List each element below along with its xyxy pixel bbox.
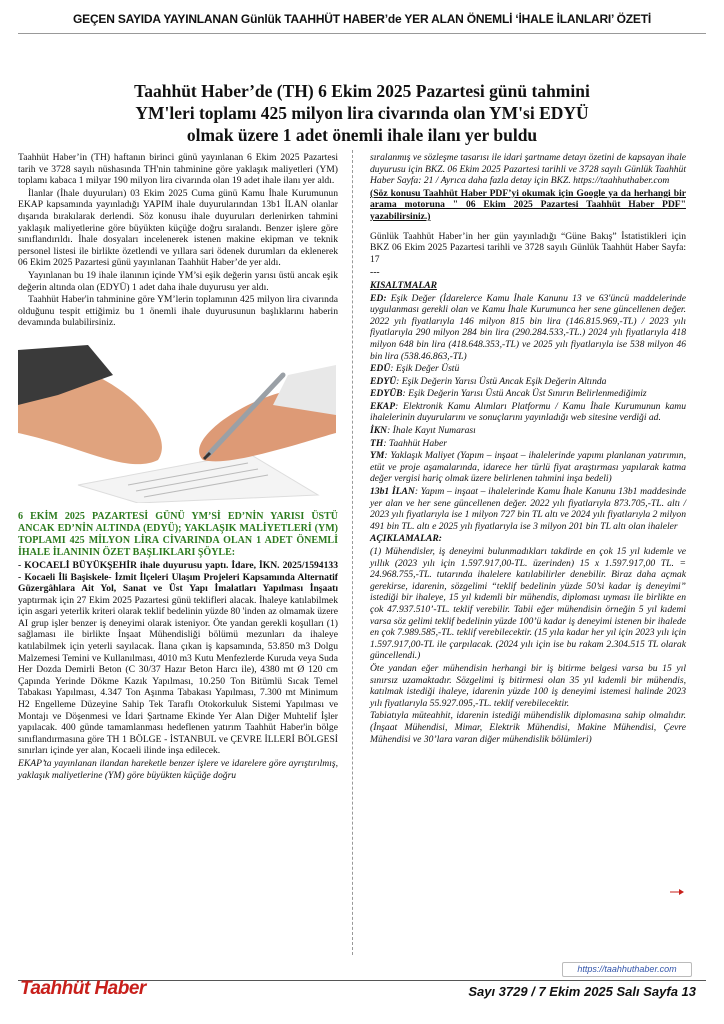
abbr-edu [370, 363, 686, 375]
abbr-edu-key: EDÜ [370, 363, 391, 375]
tender-item [18, 560, 338, 757]
explanation-2: Öte yandan eğer mühendisin herhangi bir iş bitirme belgesi varsa bu 15 yıl sınırsız uzamaktadır. Sözgelimi iş bitirmesi olan 35 yıl kıdemli bir mühendis, katılmak istediği ihaleye, idarenin yüzde 100 iş deneyimi istemesi halinde 2023 yılı fiyatlarıyla 55.927.095,-TL. teklif verebilecektir. [370, 662, 686, 709]
abbr-ym-text: : Yaklaşık Maliyet (Yapım – inşaat – ihalelerinde yapımı planlanan yatırımın, etüt ve proje aşamalarında, idarece her türlü fiyat araştırması yapılarak katma değer vergisi hariç olmak üzere belirlenen tahmini inşa bedeli) [370, 450, 686, 485]
abbr-13b1 [370, 486, 686, 532]
edyu-paragraph: Yayınlanan bu 19 ihale ilanının içinde YM’si eşik değerin yarısı üstü ancak eşik değerin altında olan (EDYÜ) 1 adet daha ihale duyurusu yer aldı. [18, 269, 338, 293]
abbr-ed [370, 293, 686, 363]
abbr-edyub-key: EDYÜB [370, 388, 403, 400]
abbr-ekap [370, 401, 686, 424]
reference-paragraph: sıralanmış ve sözleşme tasarısı ile idari şartname detayı özetini de kapsayan ihale duyurusu için BKZ. 06 Ekim 2025 Pazartesi tarihli ve 3728 sayılı Günlük Taahhüt Haber Sayfa: 21 / Ayrıca daha fazla detay için BKZ. https://taahhuthaber.com [370, 152, 686, 187]
page-info: Sayı 3729 / 7 Ekim 2025 Salı Sayfa 13 [468, 984, 696, 999]
abbr-edu-text: : Eşik Değer Üstü [390, 363, 460, 375]
abbr-edyu-key: EDYÜ [370, 375, 397, 387]
explanation-3: Tabiatıyla müteahhit, idarenin istediği mühendislik diplomasına sahip olmalıdır. (İnşaat Mühendisi, Mimar, Elektrik Mühendisi, Makine Mühendisi, Çevre Mühendisi ve 30’lara varan diğer mühendislik bölümleri) [370, 710, 686, 745]
abbr-ekap-text: : Elektronik Kamu Alımları Platformu / Kamu İhale Kurumunun kamu ihalelerinin duyurularını ve sonuçlarını yayınladığı web sitesine verdiği ad. [370, 400, 686, 424]
left-column [18, 152, 338, 782]
abbr-th-text: : Taahhüt Haber [383, 437, 447, 449]
gune-bakis-paragraph: Günlük Taahhüt Haber’in her gün yayınladığı “Güne Bakış” İstatistikleri için BKZ 06 Ekim 2025 Pazartesi tarihli ve 3728 sayılı Günlük Taahhüt Haber Sayfa: 17 [370, 230, 686, 265]
tender-item-title: - KOCAELİ BÜYÜKŞEHİR ihale duyurusu yaptı. İdare, İKN. 2025/1594133 - Kocaeli İli Başiskele- İzmit İlçeleri Ulaşım Projeleri Kapsamında Alternatif Güzergâhlara Ait Yol, Sanat ve Üst Yapı İmalatları Yapılması İnşaatı [18, 559, 338, 595]
pdf-search-note: (Söz konusu Taahhüt Haber PDF’yi okumak için Google ya da herhangi bir arama motoruna " 06 Ekim 2025 Pazartesi Taahhüt Haber PDF" yazabilirsiniz.) [370, 187, 686, 222]
announcements-paragraph: İlanlar (İhale duyuruları) 03 Ekim 2025 Cuma günü Kamu İhale Kurumunun EKAP kapsamında yayınladığı YAPIM ihale duyurularından 13b1 İLAN olanlar dışarıda bırakılarak derlendi. Söz konusu ihale duyuruları derlenirken tahmini yaklaşık maliyetlerine göre büyükten küçüğe doğru sıralandı. Benzer işlere göre sınıflandırıldı. İhale dosyaları incelenerek istenen makine ekipman ve teknik personel listesi ile birlikte özetlendi ve yıllara sari ödenek durumları da eklenerek 06 Ekim 2025 Pazartesi günü yayınlanan Taahhüt Haber’de yer aldı. [18, 187, 338, 269]
website-link[interactable]: https://taahhuthaber.com [562, 962, 692, 977]
intro-paragraph: Taahhüt Haber’in (TH) haftanın birinci günü yayınlanan 6 Ekim 2025 Pazartesi tarih ve 3728 sayılı nüshasında TH'nin tahminine göre yaklaşık maliyetleri (YM) toplamı kabaca 1 milyar 190 milyon lira civarında olan 19 adet ihale ilanı yer aldı. [18, 152, 338, 187]
abbr-edyub [370, 388, 686, 400]
abbr-ym-key: YM [370, 450, 385, 462]
abbreviations-title: KISALTMALAR [370, 279, 438, 291]
header-divider [18, 33, 706, 34]
brand-logo: Taahhüt Haber [20, 978, 146, 999]
abbr-edyub-text: : Eşik Değerin Yarısı Üstü Ancak Üst Sınırın Belirlenmediğimiz [402, 388, 647, 400]
abbr-ed-key: ED: [370, 292, 387, 304]
headline [60, 80, 664, 146]
abbr-ikn-text: : İhale Kayıt Numarası [387, 425, 476, 437]
section-separator: --- [370, 267, 380, 279]
page-header-title: GEÇEN SAYIDA YAYINLANAN Günlük TAAHHÜT HABER’de YER ALAN ÖNEMLİ ‘İHALE İLANLARI’ ÖZETİ [73, 12, 651, 26]
headline-line-1: Taahhüt Haber’de (TH) 6 Ekim 2025 Pazartesi günü tahmini [134, 81, 590, 101]
ekap-note-start: EKAP’ta yayınlanan ilandan hareketle benzer işlere ve idarelere göre ayrıştırılmış, yaklaşık maliyetlerine (YM) göre büyükten küçüğe doğru [18, 758, 338, 781]
explanations-title: AÇIKLAMALAR: [370, 533, 442, 545]
abbr-ym [370, 450, 686, 485]
abbr-13b1-text: : Yapım – inşaat – ihalelerinde Kamu İhale Kanunu 13b1 maddesinde yer alan ve her sene güncellenen değer. 2022 yılı fiyatlarıyla 873.705,-TL. altı / 2023 yılı fiyatlarıyla ise 1 milyon 727 bin TL altı ve 2024 yılı fiyatlarıyla 2 milyon 491 bin TL. altı e 2025 yılı fiyatlarıyla ise 3 milyon 201 bin TL altı olan ihaleler [370, 486, 686, 532]
abbr-13b1-key: 13b1 İLAN [370, 486, 415, 498]
tender-item-body: yaptırmak için 27 Ekim 2025 Pazartesi günü teklifleri alacak. İhaleye katılabilmek için asgari yeterlik kriteri olarak teklif bedelinin yüzde 80 'inden az olmamak üzere AI grup işler benzer iş deneyimi olarak isteniyor. Öte yandan gerekli koşulları (1) sağlaması ile birlikte İnşaat Mühendisliği bölümü mezunları da ihaleye katılabilmek için yeterli sayılacak. İlana çıkan iş kapsamında, 53.850 m3 Dolgu Malzemesi Temini ve Kullanılması, 4010 m3 Kutu Menfezlerde Kuruda veya Suda Her Dozda Demirli Beton (C 30/37 Hazır Beton Harcı ile), 4380 mt Ø 120 cm Çapında Yerinde Dökme Kazık Yapılması, 10.250 Ton Bitümlü Sıcak Temel Tabakası Yapılması, 4.347 Ton Aşınma Tabakası Yapılması, 7.300 mt Minimum H2 Engelleme Düzeyine Sahip Tek Taraflı Otokorkuluk Sistemi Yapılması ve Montajı ve Döşenmesi ve İdari Şartname Ekinde Yer Alan Diğer Muhtelif İşler yapılacak. 400 günde tamamlanması hedeflenen yatırım Taahhüt Haber'in bölge sınıflandırmasına göre TH 1 BÖLGE - İSTANBUL ve ÇEVRE İLLERİ BÖLGESİ sınırları içinde yer alan, Kocaeli ilinde inşa edilecek. [18, 594, 338, 757]
abbr-ikn-key: İKN [370, 425, 388, 437]
continue-arrow-icon [670, 888, 684, 896]
abbr-edyu [370, 376, 686, 388]
summary-heading: 6 EKİM 2025 PAZARTESİ GÜNÜ YM’Sİ ED’NİN YARISI ÜSTÜ ANCAK ED’NİN ALTINDA (EDYÜ); YAKLAŞIK MALİYETLERİ (YM) TOPLAMI 425 MİLYON LİRA CİVARINDA OLAN 1 ADET ÖNEMLİ İHALE İLANININ ÖZET BAŞLIKLARI ŞÖYLE: [18, 510, 338, 558]
hands-signing-illustration [18, 335, 336, 503]
column-divider [352, 150, 353, 955]
headline-line-2: YM'leri toplamı 425 milyon lira civarında olan YM'si EDYÜ [135, 103, 589, 123]
abbr-th-key: TH [370, 437, 384, 449]
abbr-ed-text: Eşik Değer (İdarelerce Kamu İhale Kanunu 13 ve 63'üncü maddelerinde uygulanması gerekli olan ve Kamu İhale Kurumunca her sene güncellenen değer. 2022 yılı fiyatlarıyla 146 milyon 815 bin lira (146.815.969,-TL) / 2023 yılı fiyatlarıyla 290 milyon 284 bin lira (290.284.533,-TL.) 2024 yılı fiyatlarıyla 418 milyon 648 bin lira (418.648.353,-TL) ve 2025 yılı fiyatlarıyla ise 538 milyon 46 bin lira (538.46.863,-TL) [370, 292, 686, 362]
explanation-1: (1) Mühendisler, iş deneyimi bulunmadıkları takdirde en çok 15 yıl kıdemle ve yıllık (2023 yılı için 1.597.917,00-TL. üzerinden) 15 x 1.597.917,00 TL. = 24.968.755,-TL. tutarında ihalelere katılabilirler denebilir. Biraz daha açmak gerekirse, idarenin, sözgelimi “teklif bedelinin yüzde 50’si kadar iş deneyimi” istediği bir ihaleye, 15 yıl kıdemli bir mühendis, diploması uyması ile birlikte en çok 47.937.510’-TL. teklif verebilir. Tabii eğer mühendisin örneğin 5 yıl kıdemi varsa söz gelimi teklif bedelinin yüzde 100’ü kadar iş deneyimi istenen bir ihalede en çok 7.989.585,-TL. teklif verebilecektir. (15 yıla kadar her yıl için 2023 yılı için 1.597.917,00-TL ile çarpılacak. (2024 yılı için ise bu rakam 2.304.515 TL olarak güncellendi.) [370, 546, 686, 662]
hands-signing-photo [18, 335, 336, 503]
abbr-th [370, 438, 686, 450]
abbr-edyu-text: : Eşik Değerin Yarısı Üstü Ancak Eşik Değerin Altında [396, 375, 607, 387]
right-column [370, 152, 686, 746]
abbr-ekap-key: EKAP [370, 400, 396, 412]
abbr-ikn [370, 425, 686, 437]
total-paragraph: Taahhüt Haber'in tahminine göre YM’lerin toplamının 425 milyon lira civarında olduğunu tespit ettiğimiz bu 1 önemli ihale duyurusunun başlıklarını haberin devamında bulabilirsiniz. [18, 294, 338, 329]
headline-line-3: olmak üzere 1 adet önemli ihale ilanı yer buldu [186, 125, 538, 145]
